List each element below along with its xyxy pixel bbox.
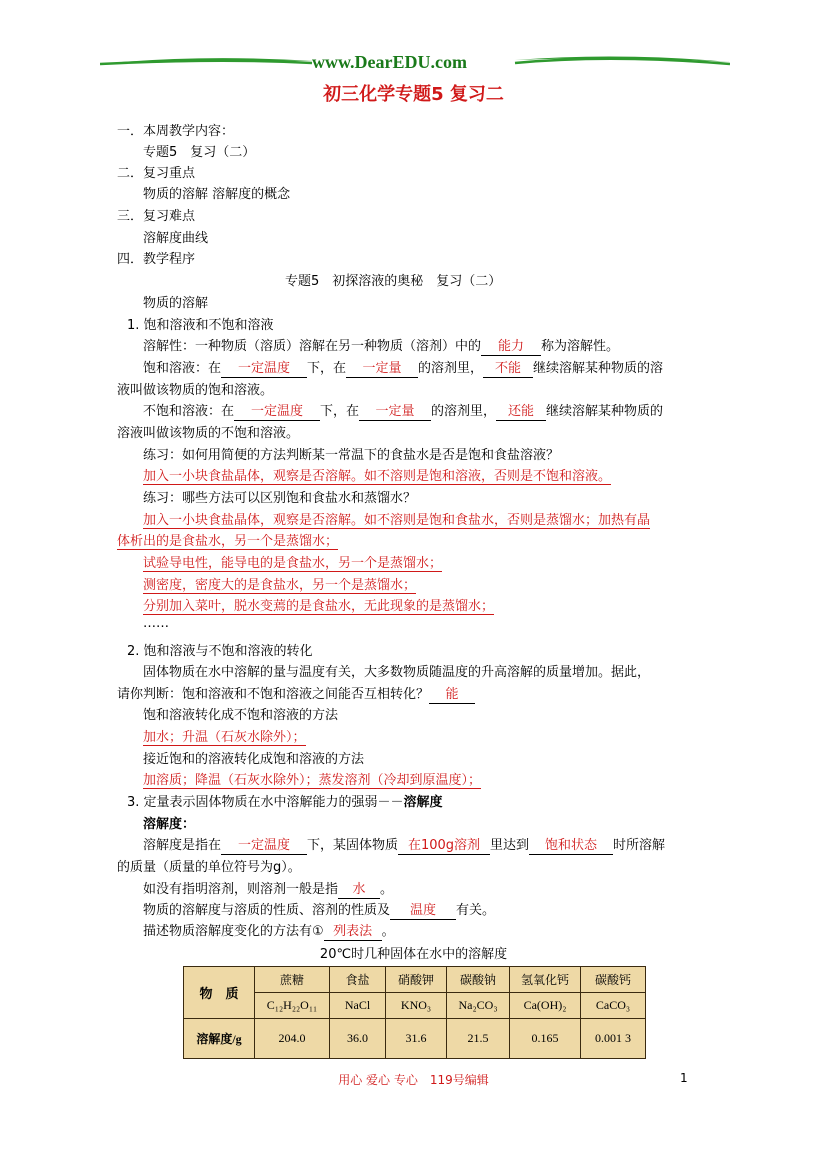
outline-s2a: 物质的溶解 溶解度的概念 <box>143 187 291 202</box>
p1-answer5: 分别加入菜叶，脱水变蔫的是食盐水，无此现象的是蒸馏水； <box>143 595 494 615</box>
p1-answer2b: 体析出的是食盐水，另一个是蒸馏水； <box>117 530 338 550</box>
site-logo-text: www.DearEDU.com <box>312 52 467 72</box>
p3-line1: 溶解度是指在 一定温度 下，某固体物质 在100g溶剂 里达到 饱和状态 时所溶解 <box>143 838 666 853</box>
section-title: 专题5 初探溶液的奥秘 复习（二） <box>285 274 502 289</box>
p3-line4: 物质的溶解度与溶质的性质、溶剂的性质及 温度 有关。 <box>143 903 496 918</box>
table-formula-cell: Ca(OH)₂ <box>510 993 581 1019</box>
table-value-cell: 0.165 <box>510 1019 581 1059</box>
p1-line3: 液叫做该物质的饱和溶液。 <box>117 383 274 398</box>
table-value-cell: 36.0 <box>330 1019 386 1059</box>
p1-answer4: 测密度，密度大的是食盐水，另一个是蒸馏水； <box>143 574 416 594</box>
table-formula-cell: C₁₂H₂₂O₁₁ <box>255 993 330 1019</box>
table-name-cell: 氢氧化钙 <box>510 967 581 993</box>
table-caption: 20℃时几种固体在水中的溶解度 <box>319 947 508 962</box>
p2-answer1: 加水；升温（石灰水除外）； <box>143 726 306 746</box>
table-name-cell: 食盐 <box>330 967 386 993</box>
table-formula-cell: Na₂CO₃ <box>447 993 510 1019</box>
p2-line2: 请你判断：饱和溶液和不饱和溶液之间能否互相转化？ 能 <box>117 683 475 704</box>
p3-line2: 的质量（质量的单位符号为g）。 <box>117 860 301 875</box>
solubility-table <box>183 966 646 1059</box>
table-name-cell: 碳酸钙 <box>581 967 646 993</box>
p3-heading: 3. 定量表示固体物质在水中溶解能力的强弱－－溶解度 <box>127 795 443 810</box>
p3-line3: 如没有指明溶剂，则溶剂一般是指 水 。 <box>143 882 394 897</box>
table-row-label: 物 质 <box>184 967 255 1019</box>
p1-line1: 溶解性：一种物质（溶质）溶解在另一种物质（溶剂）中的 能力 称为溶解性。 <box>143 339 620 354</box>
outline-s4: 四．教学程序 <box>117 252 196 267</box>
table-name-cell: 蔗糖 <box>255 967 330 993</box>
table-value-cell: 21.5 <box>447 1019 510 1059</box>
table-formula-cell: KNO₃ <box>386 993 447 1019</box>
table-value-cell: 31.6 <box>386 1019 447 1059</box>
p2-heading: 2. 饱和溶液与不饱和溶液的转化 <box>127 644 313 659</box>
outline-s1: 一．本周教学内容： <box>117 124 235 139</box>
p2-answer2: 加溶质；降温（石灰水除外）；蒸发溶剂（冷却到原温度）； <box>143 769 481 789</box>
outline-s1a: 专题5 复习（二） <box>143 145 256 160</box>
p1-question1: 练习：如何用简便的方法判断某一常温下的食盐水是否是饱和食盐溶液？ <box>143 448 560 463</box>
subsection-title: 物质的溶解 <box>143 296 209 311</box>
p2-line1: 固体物质在水中溶解的量与温度有关，大多数物质随温度的升高溶解的质量增加。据此， <box>143 665 651 680</box>
p1-answer2a: 加入一小块食盐晶体，观察是否溶解。如不溶则是饱和食盐水，否则是蒸馏水；加热有晶 <box>143 509 650 529</box>
table-name-cell: 硝酸钾 <box>386 967 447 993</box>
p1-ellipsis: …… <box>143 616 169 631</box>
outline-s3a: 溶解度曲线 <box>143 231 209 246</box>
table-value-cell: 204.0 <box>255 1019 330 1059</box>
p1-line5: 溶液叫做该物质的不饱和溶液。 <box>117 426 300 441</box>
table-formula-cell: NaCl <box>330 993 386 1019</box>
p1-answer3: 试验导电性，能导电的是食盐水，另一个是蒸馏水； <box>143 552 442 572</box>
table-name-cell: 碳酸钠 <box>447 967 510 993</box>
page-title: 初三化学专题5 复习二 <box>323 84 504 105</box>
table-value-label: 溶解度/g <box>184 1019 255 1059</box>
p2-line4: 接近饱和的溶液转化成饱和溶液的方法 <box>143 752 365 767</box>
p3-line5: 描述物质溶解度变化的方法有① 列表法 。 <box>143 924 395 939</box>
footer-text: 用心 爱心 专心 119号编辑 <box>338 1073 489 1087</box>
table-value-cell: 0.001 3 <box>581 1019 646 1059</box>
outline-s3: 三．复习难点 <box>117 209 196 224</box>
p3-subheading: 溶解度： <box>143 817 196 832</box>
p1-question2: 练习：哪些方法可以区别饱和食盐水和蒸馏水？ <box>143 491 417 506</box>
table-formula-cell: CaCO₃ <box>581 993 646 1019</box>
p2-line3: 饱和溶液转化成不饱和溶液的方法 <box>143 708 339 723</box>
p1-heading: 1. 饱和溶液和不饱和溶液 <box>127 318 274 333</box>
p1-line2: 饱和溶液：在 一定温度 下，在 一定量 的溶剂里， 不能 继续溶解某种物质的溶 <box>143 361 664 376</box>
p1-line4: 不饱和溶液：在 一定温度 下，在 一定量 的溶剂里， 还能 继续溶解某种物质的 <box>143 404 664 419</box>
page-number: 1 <box>680 1071 688 1085</box>
outline-s2: 二．复习重点 <box>117 166 196 181</box>
p1-answer1: 加入一小块食盐晶体，观察是否溶解。如不溶则是饱和溶液，否则是不饱和溶液。 <box>143 465 611 485</box>
